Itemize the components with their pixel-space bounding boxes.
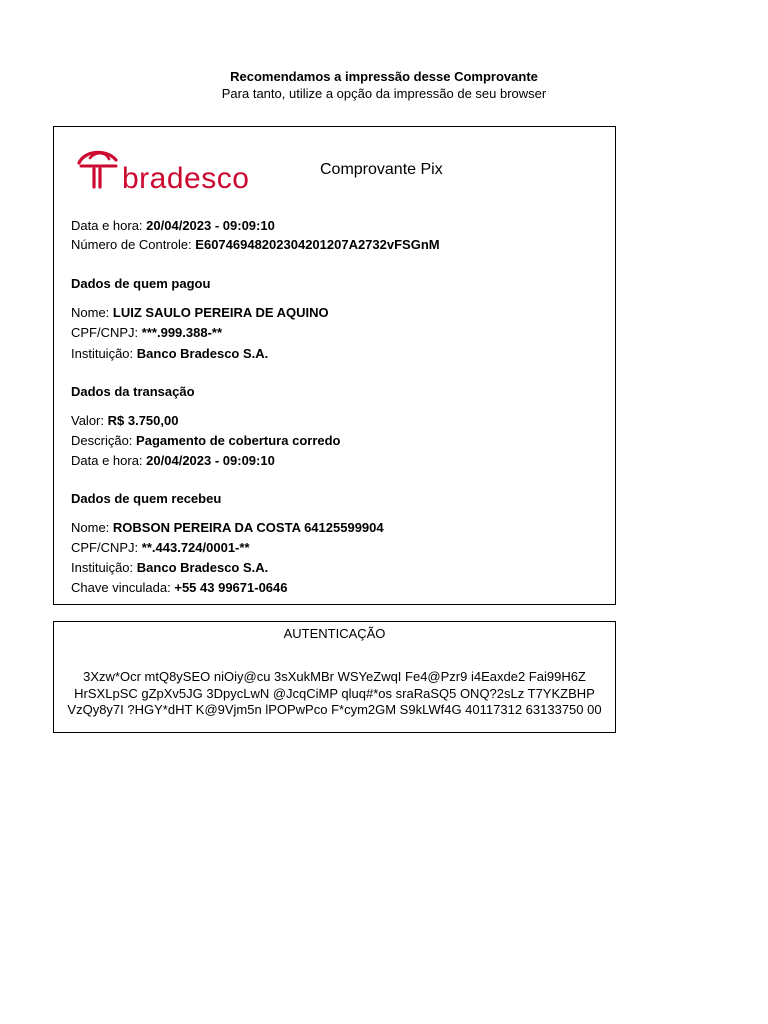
receipt-datetime-row (71, 218, 275, 233)
receipt-panel (53, 126, 616, 605)
authentication-title: AUTENTICAÇÃO (283, 626, 386, 641)
authentication-code (54, 669, 615, 719)
pix-key-row (71, 580, 288, 595)
payer-institution-value: Banco Bradesco S.A. (136, 346, 269, 361)
payer-institution-row (71, 346, 268, 361)
document-title: Comprovante Pix (320, 161, 443, 178)
payer-doc-row (71, 325, 222, 340)
authentication-line: HrSXLpSC gZpXv5JG 3DpycLwN @JcqCiMP qluq#*os sraRaSQ5 ONQ?2sLz T7YKZBHP (74, 685, 595, 701)
authentication-line: 3Xzw*Ocr mtQ8ySEO niOiy@cu 3sXukMBr WSYeZwqI Fe4@Pzr9 i4Eaxde2 Fai99H6Z (83, 669, 586, 684)
amount-row (71, 413, 178, 428)
description-value: Pagamento de cobertura corredo (136, 433, 341, 448)
receipt-datetime-label: Data e hora: (71, 218, 143, 233)
control-number-label: Número de Controle: (71, 237, 192, 252)
transaction-datetime-label: Data e hora: (71, 453, 143, 468)
payee-name-row (71, 520, 384, 535)
payee-section-title: Dados de quem recebeu (71, 491, 222, 506)
payee-institution-row (71, 560, 268, 575)
description-label: Descrição: (71, 433, 133, 448)
payee-name-label: Nome: (71, 520, 110, 535)
payee-doc-value: **.443.724/0001-** (141, 540, 250, 555)
payer-name-value: LUIZ SAULO PEREIRA DE AQUINO (112, 305, 329, 320)
control-number-row (71, 237, 440, 252)
payee-institution-label: Instituição: (71, 560, 134, 575)
authentication-line: VzQy8y7I ?HGY*dHT K@9Vjm5n lPOPwPco F*cym2GM S9kLWf4G 40117312 63133750 00 (67, 702, 602, 717)
bradesco-logo (76, 147, 251, 195)
control-number-value: E60746948202304201207A2732vFSGnM (195, 237, 440, 252)
payer-institution-label: Instituição: (71, 346, 134, 361)
transaction-datetime-row (71, 453, 275, 468)
transaction-datetime-value: 20/04/2023 - 09:09:10 (146, 453, 275, 468)
payee-name-value: ROBSON PEREIRA DA COSTA 64125599904 (112, 520, 384, 535)
print-notice-subtitle: Para tanto, utilize a opção da impressão de seu browser (221, 86, 547, 101)
payer-doc-label: CPF/CNPJ: (71, 325, 139, 340)
amount-label: Valor: (71, 413, 104, 428)
authentication-panel (53, 621, 616, 733)
payer-section-title: Dados de quem pagou (71, 276, 211, 291)
payee-institution-value: Banco Bradesco S.A. (136, 560, 269, 575)
pix-key-label: Chave vinculada: (71, 580, 171, 595)
amount-value: R$ 3.750,00 (107, 413, 179, 428)
payee-doc-label: CPF/CNPJ: (71, 540, 139, 555)
bradesco-wordmark: bradesco (122, 162, 250, 195)
payee-doc-row (71, 540, 250, 555)
payer-doc-value: ***.999.388-** (141, 325, 223, 340)
print-notice-title: Recomendamos a impressão desse Comprovante (230, 69, 538, 84)
receipt-datetime-value: 20/04/2023 - 09:09:10 (146, 218, 275, 233)
pix-key-value: +55 43 99671-0646 (174, 580, 288, 595)
transaction-section-title: Dados da transação (71, 384, 195, 399)
payer-name-label: Nome: (71, 305, 110, 320)
description-row (71, 433, 341, 448)
payer-name-row (71, 305, 329, 320)
